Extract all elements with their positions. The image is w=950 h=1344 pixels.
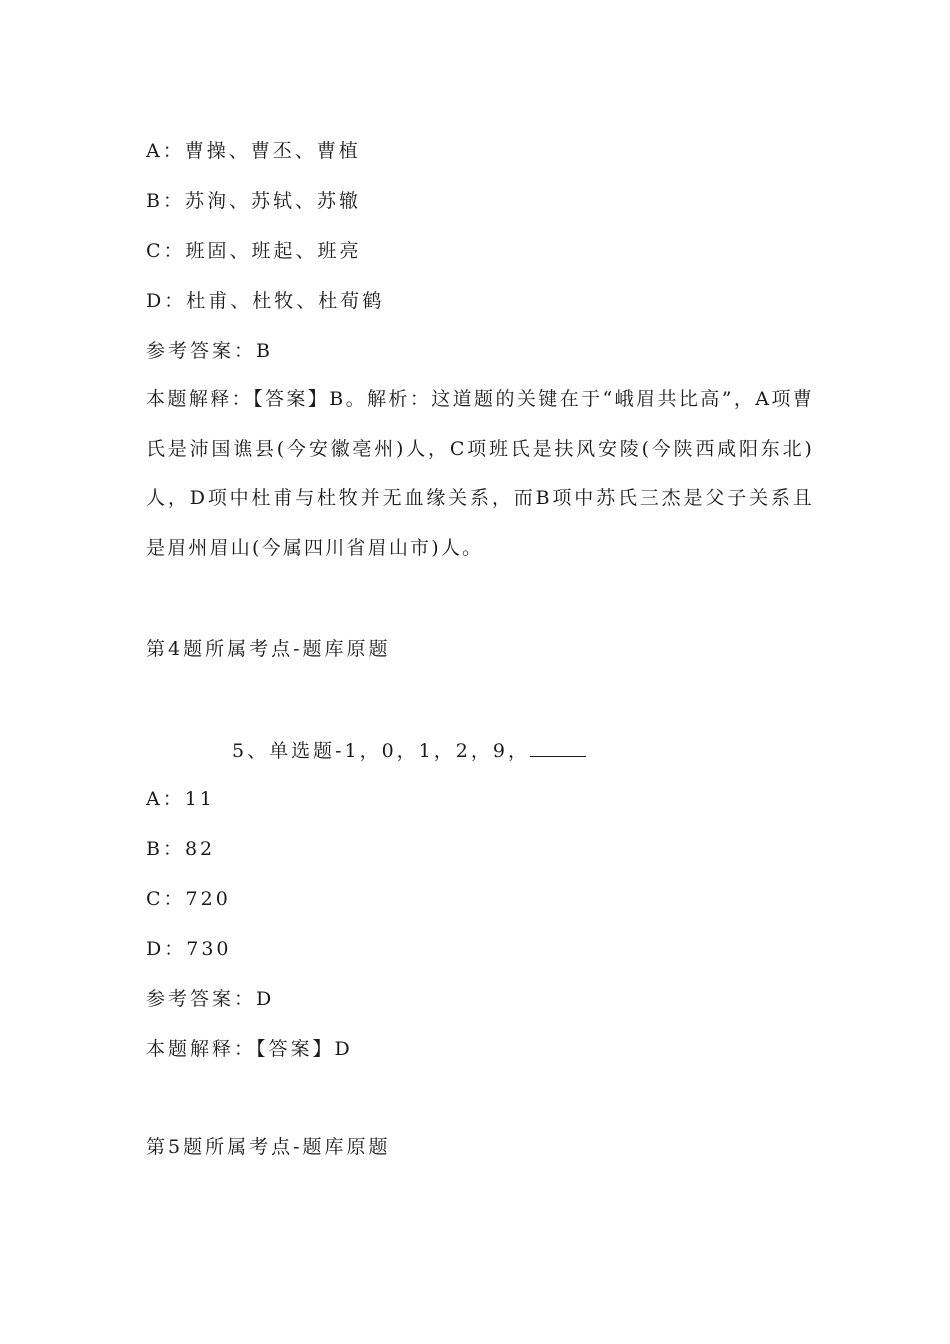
q5-option-a: A：11 (146, 788, 215, 810)
q5-question-text: 5、单选题-1，0，1，2，9， (232, 740, 530, 762)
q5-explanation: 本题解释：【答案】D (146, 1038, 353, 1060)
q3-answer: 参考答案：B (146, 340, 273, 362)
q3-explanation: 本题解释：【答案】B。解析：这道题的关键在于“峨眉共比高”，A项曹氏是沛国谯县(今安徽亳州)人，C项班氏是扶风安陵(今陕西咸阳东北)人，D项中杜甫与杜牧并无血缘关系，而B项中苏氏三杰是父子关系且是眉州眉山(今属四川省眉山市)人。 (146, 388, 814, 559)
q3-option-b: B：苏洵、苏轼、苏辙 (146, 190, 361, 212)
q5-option-c: C：720 (146, 888, 231, 910)
q3-option-c: C：班固、班起、班亮 (146, 240, 362, 262)
answer-blank (530, 736, 586, 757)
q3-option-d: D：杜甫、杜牧、杜荀鹤 (146, 290, 385, 312)
q5-question (232, 736, 586, 764)
q5-source: 第5题所属考点-题库原题 (146, 1136, 391, 1158)
q3-option-a: A：曹操、曹丕、曹植 (146, 140, 361, 162)
q5-option-b: B：82 (146, 838, 216, 860)
q4-source: 第4题所属考点-题库原题 (146, 638, 391, 660)
q5-option-d: D：730 (146, 938, 232, 960)
q5-answer: 参考答案：D (146, 988, 275, 1010)
